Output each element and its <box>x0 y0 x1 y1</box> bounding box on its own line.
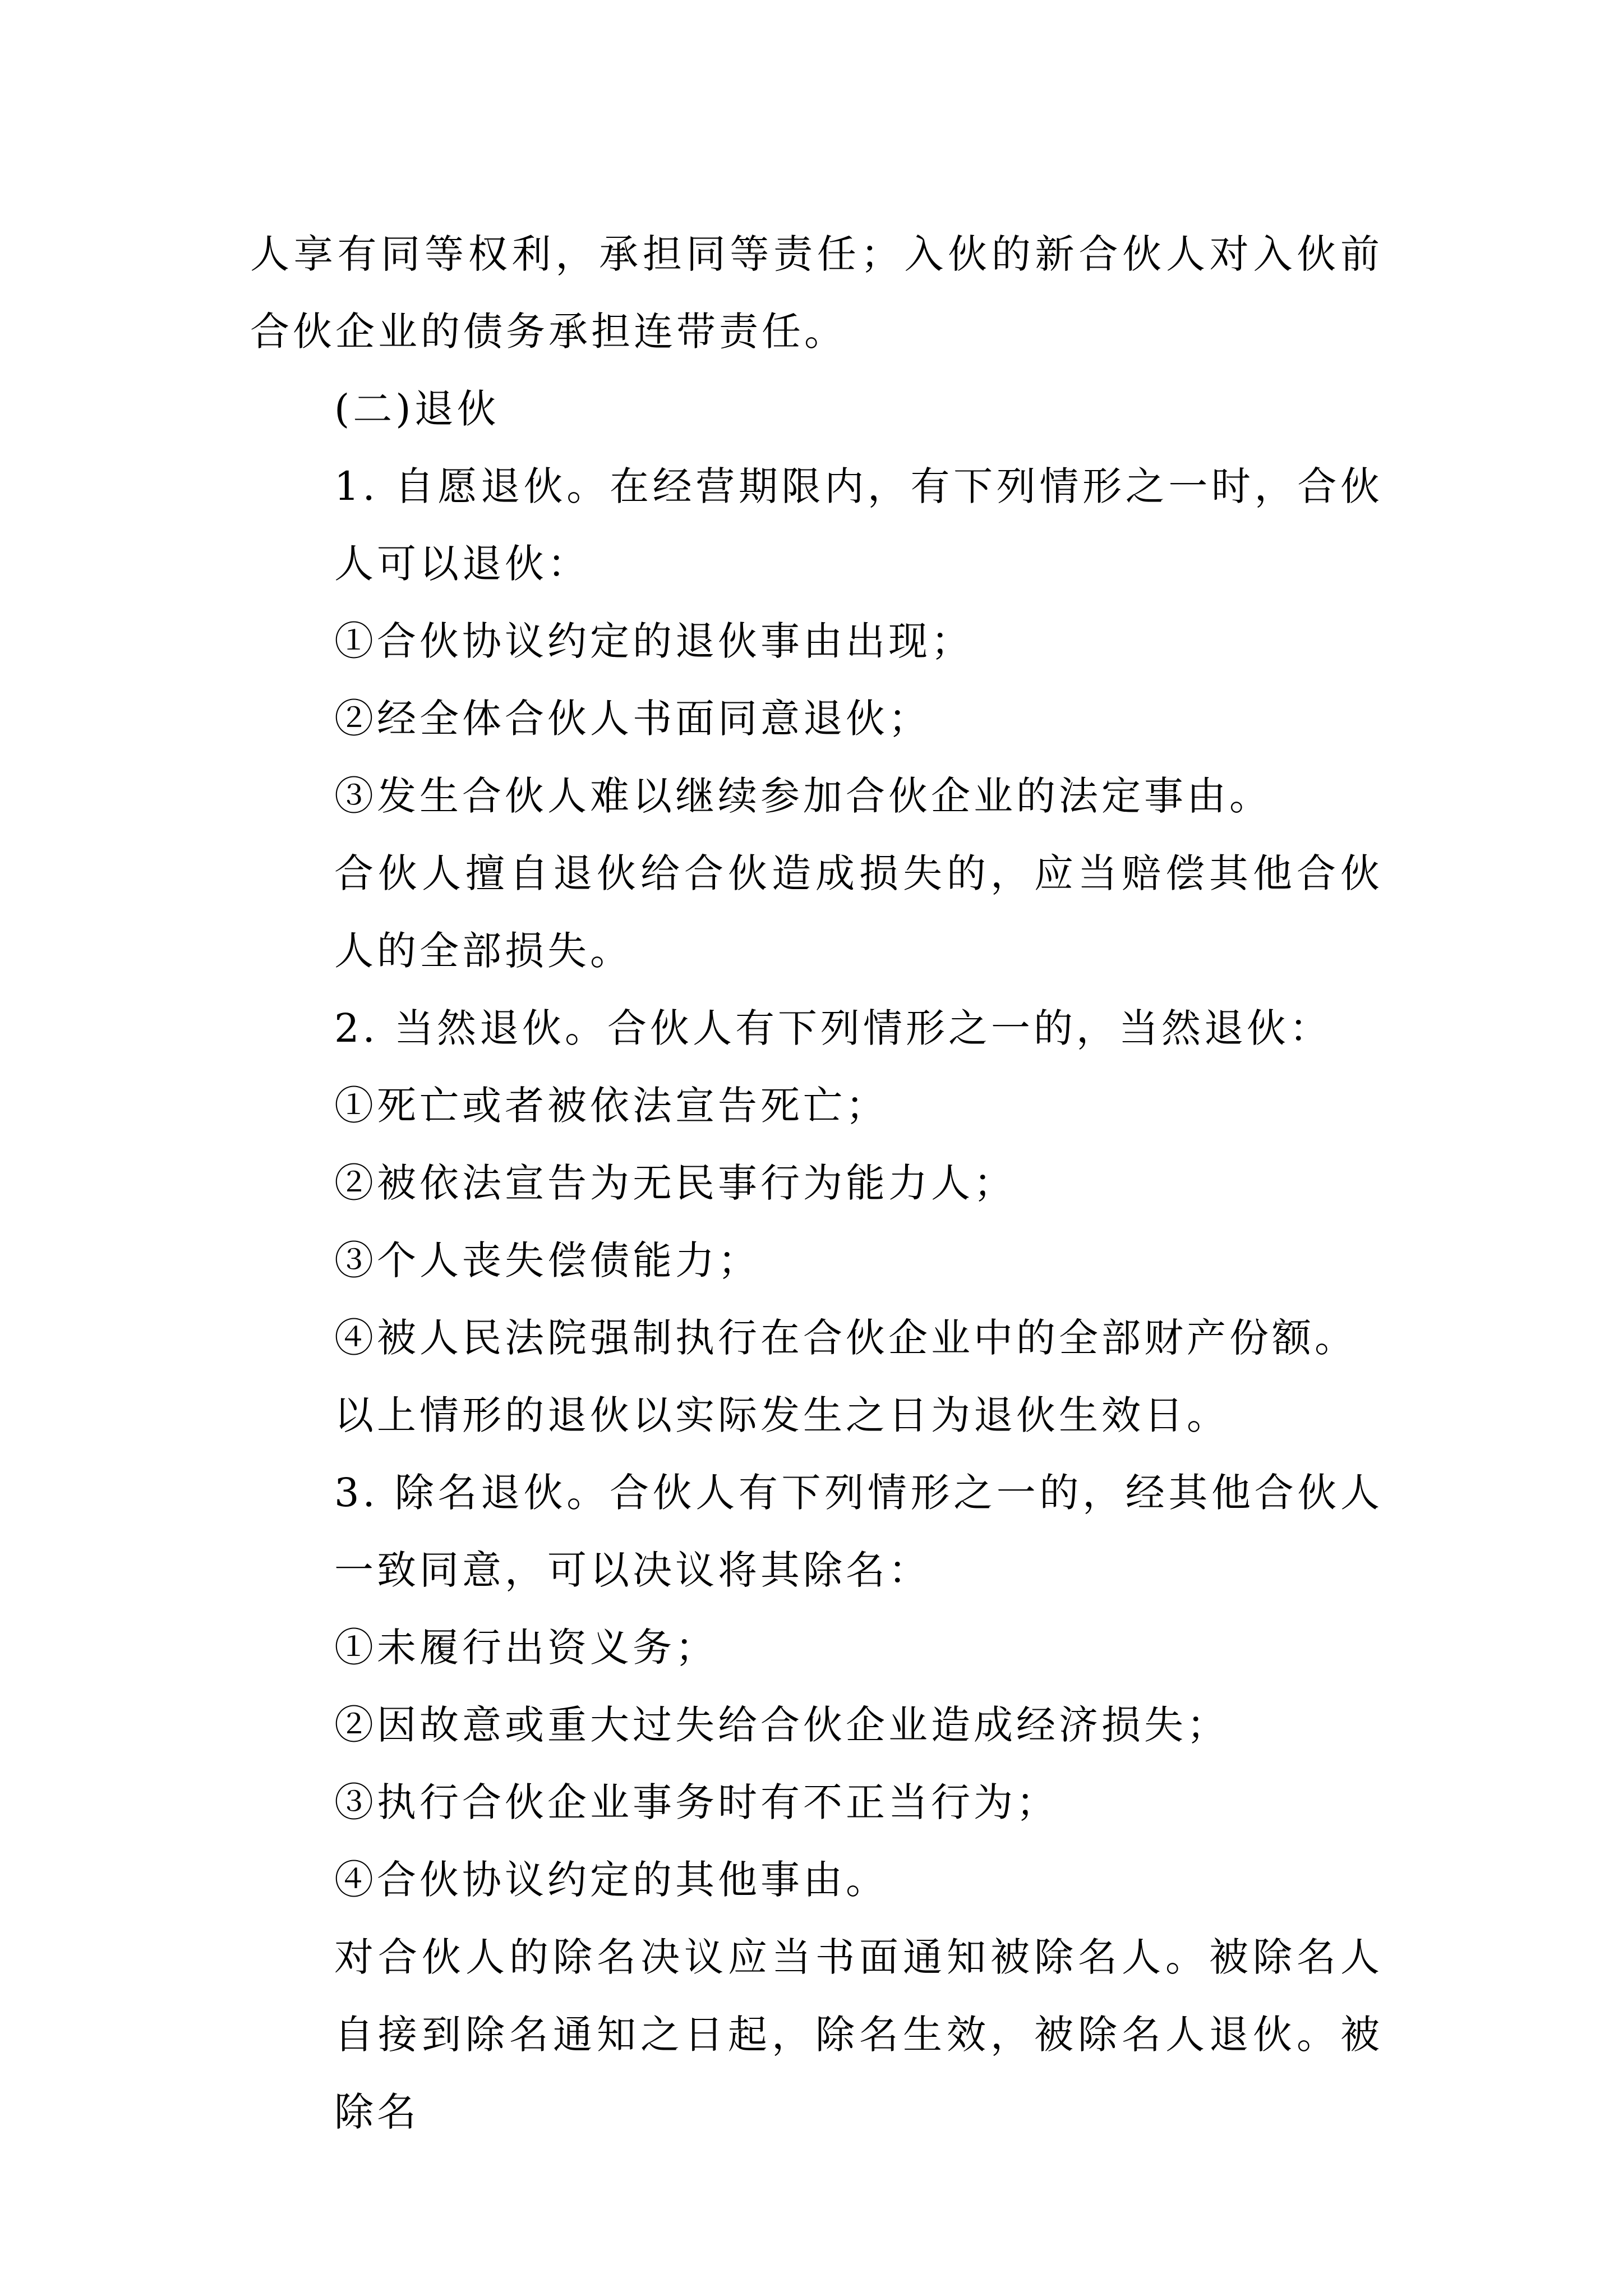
list-item: ④合伙协议约定的其他事由。 <box>334 1857 888 1903</box>
paragraph-automatic-withdrawal: 2. 当然退伙。合伙人有下列情形之一的，当然退伙： <box>334 1005 1332 1051</box>
section-heading-withdrawal: (二)退伙 <box>334 386 500 432</box>
list-item: ②因故意或重大过失给合伙企业造成经济损失； <box>334 1702 1229 1748</box>
paragraph: 以上情形的退伙以实际发生之日为退伙生效日。 <box>334 1392 1229 1438</box>
paragraph-expulsion-withdrawal: 3. 除名退伙。合伙人有下列情形之一的，经其他合伙人一致同意，可以决议将其除名： <box>334 1470 1383 1593</box>
list-item: ③发生合伙人难以继续参加合伙企业的法定事由。 <box>334 773 1272 819</box>
list-item: ③执行合伙企业事务时有不正当行为； <box>334 1779 1059 1825</box>
list-item: ②经全体合伙人书面同意退伙； <box>334 696 931 742</box>
list-item: ③个人丧失偿债能力； <box>334 1237 760 1283</box>
list-item: ①未履行出资义务； <box>334 1625 718 1671</box>
paragraph-continuation: 人享有同等权利，承担同等责任；入伙的新合伙人对入伙前合伙企业的债务承担连带责任。 <box>250 231 1383 355</box>
document-body <box>250 215 1383 2151</box>
paragraph-voluntary-withdrawal: 1. 自愿退伙。在经营期限内，有下列情形之一时，合伙人可以退伙： <box>334 463 1383 587</box>
paragraph: 对合伙人的除名决议应当书面通知被除名人。被除名人自接到除名通知之日起，除名生效，被除名人退伙。被除名 <box>334 1934 1383 2135</box>
list-item: ④被人民法院强制执行在合伙企业中的全部财产份额。 <box>334 1315 1357 1361</box>
paragraph: 合伙人擅自退伙给合伙造成损失的，应当赔偿其他合伙人的全部损失。 <box>334 850 1383 974</box>
list-item: ①合伙协议约定的退伙事由出现； <box>334 618 974 664</box>
list-item: ①死亡或者被依法宣告死亡； <box>334 1083 888 1129</box>
list-item: ②被依法宣告为无民事行为能力人； <box>334 1160 1016 1206</box>
